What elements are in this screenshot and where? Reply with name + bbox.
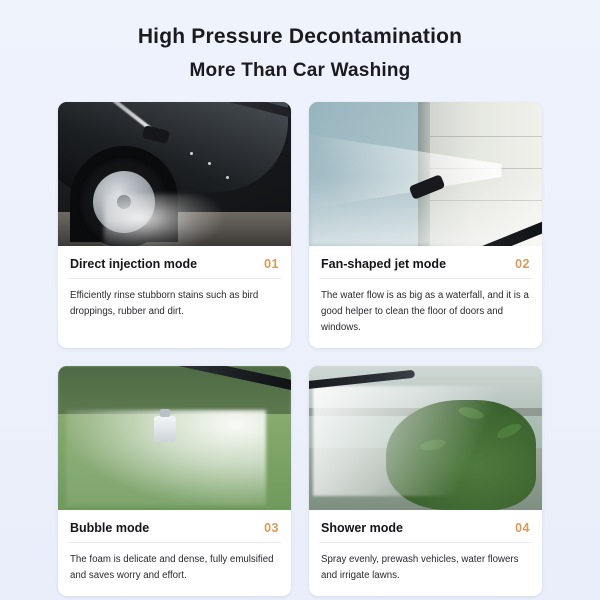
- page-title: [58, 22, 542, 86]
- card-number: 01: [264, 257, 279, 271]
- headline-line-2: More Than Car Washing: [189, 60, 411, 81]
- shower-mode-photo: [309, 366, 542, 510]
- card-title: Direct injection mode: [70, 257, 198, 271]
- card-title: Bubble mode: [70, 521, 150, 535]
- card-description: Efficiently rinse stubborn stains such as bird droppings, rubber and dirt.: [70, 290, 259, 317]
- bubble-mode-photo: [58, 366, 291, 510]
- feature-card: [309, 366, 542, 596]
- feature-card: [58, 102, 291, 348]
- card-number: 03: [264, 521, 279, 535]
- feature-card: [58, 366, 291, 596]
- card-header: [58, 246, 291, 278]
- card-number: 04: [515, 521, 530, 535]
- card-title: Fan-shaped jet mode: [321, 257, 447, 271]
- card-description: Spray evenly, prewash vehicles, water flowers and irrigate lawns.: [321, 554, 519, 581]
- card-header: [309, 246, 542, 278]
- fan-shaped-jet-photo: [309, 102, 542, 246]
- card-header: [309, 510, 542, 542]
- card-header: [58, 510, 291, 542]
- headline-line-1: High Pressure Decontamination: [137, 25, 463, 48]
- feature-card-grid: [58, 102, 542, 596]
- card-description: The water flow is as big as a waterfall, and it is a good helper to clean the floor of doors and windows.: [321, 290, 529, 333]
- card-title: Shower mode: [321, 521, 403, 535]
- card-number: 02: [515, 257, 530, 271]
- card-description: The foam is delicate and dense, fully emulsified and saves worry and effort.: [70, 554, 274, 581]
- direct-injection-photo: [58, 102, 291, 246]
- feature-card: [309, 102, 542, 348]
